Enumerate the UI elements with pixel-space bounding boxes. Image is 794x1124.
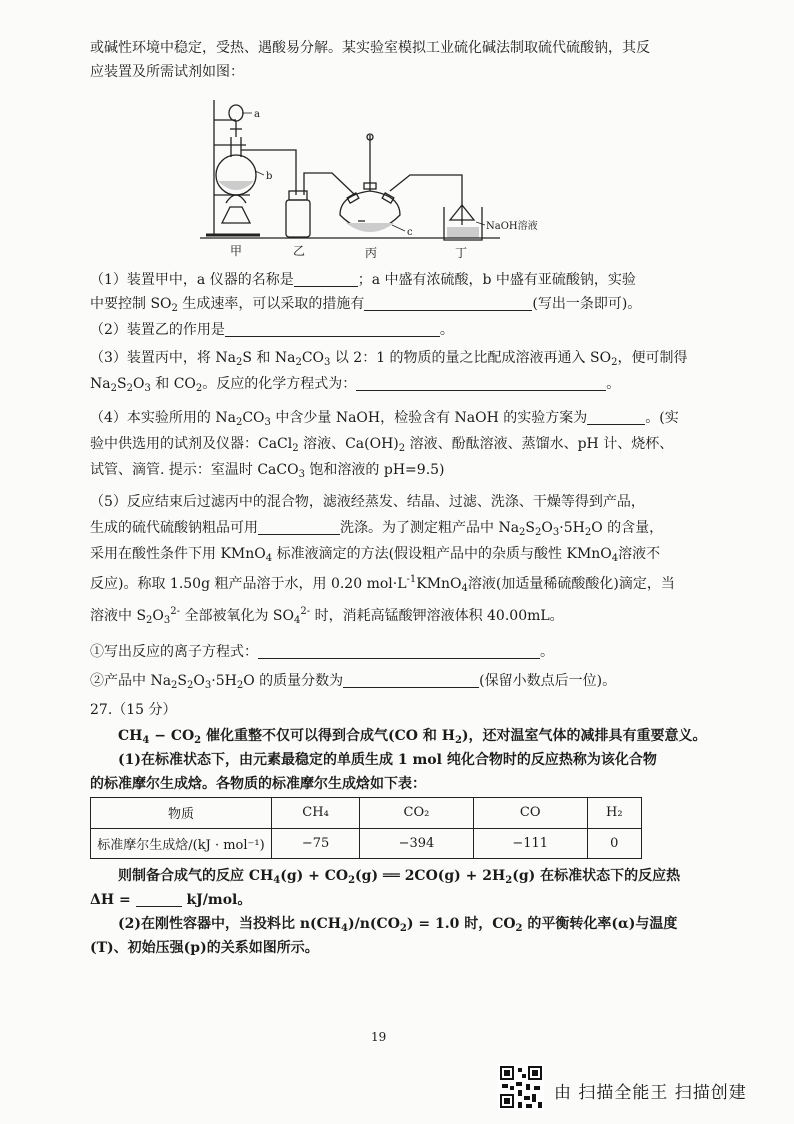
intro-line-2: 应装置及所需试剂如图： <box>90 64 244 80</box>
q5-line-4: 反应)。称取 1.50g 粗产品溶于水，用 0.20 $mol\cdot L^{-1}KMnO_4$溶液(加适量稀硫酸酸化)滴定，当 <box>90 574 675 594</box>
q5-sub-1: ①写出反应的离子方程式： 。 <box>90 644 554 660</box>
q27-line-4: 则制备合成气的反应 $CH_4(g) + CO_2(g)$ ══ $2CO(g) + 2H_2(g)$ 在标准状态下的反应热 <box>118 868 681 886</box>
q4-line-2: 验中供选用的试剂及仪器：CaCl$_2$ 溶液、$Ca(OH)_2$ 溶液、酚酞溶液、蒸馏水、pH 计、烧杯、 <box>90 436 674 454</box>
table-cell: −111 <box>473 828 587 859</box>
table-cell: CH₄ <box>272 798 360 829</box>
label-c: c <box>407 227 413 238</box>
q4-line-3: 试管、滴管. 提示：室温时 CaCO$_3$ 饱和溶液的 pH=9.5) <box>90 462 445 480</box>
enthalpy-table <box>90 797 642 859</box>
q5-line-5: 溶液中 $S_2O_3^{2-}$ 全部被氧化为 $SO_4^{2-}$ 时，消耗高锰酸钾溶液体积 40.00mL。 <box>90 606 564 626</box>
label-ding: 丁 <box>455 246 468 260</box>
q1-line-2: 中要控制 $SO_2$ 生成速率，可以采取的措施有 (写出一条即可)。 <box>90 296 642 314</box>
q1-line-1: （1）装置甲中，a 仪器的名称是 ；a 中盛有浓硫酸，b 中盛有亚硫酸钠，实验 <box>90 272 636 288</box>
qr-code-icon[interactable] <box>498 1064 544 1110</box>
scan-watermark: 由 扫描全能王 扫描创建 <box>554 1083 747 1103</box>
q27-line-2: (1)在标准状态下，由元素最稳定的单质生成 1 mol 纯化合物时的反应热称为该化合物 <box>118 752 657 768</box>
table-header-label: 物质 <box>91 798 272 829</box>
label-jia: 甲 <box>230 244 243 258</box>
table-cell: −394 <box>360 828 474 859</box>
q27-line-7: (T)、初始压强(p)的关系如图所示。 <box>90 940 319 956</box>
apparatus-jia <box>206 100 296 235</box>
q27-line-1: $CH_4 - CO_2$ 催化重整不仅可以得到合成气(CO 和 $H_2$)，还对温室气体的减排具有重要意义。 <box>118 728 707 746</box>
table-row-label: 标准摩尔生成焓/(kJ · mol⁻¹) <box>91 828 272 859</box>
label-b: b <box>266 171 273 182</box>
q3-line-2: $Na_2S_2O_3$ 和 $CO_2$。反应的化学方程式为： 。 <box>90 376 621 394</box>
q4-line-1: （4）本实验所用的 $Na_2CO_3$ 中含少量 NaOH，检验含有 NaOH 的实验方案为 。(实 <box>90 410 679 428</box>
table-cell: −75 <box>272 828 360 859</box>
page-number: 19 <box>371 1030 387 1044</box>
q27-line-3: 的标准摩尔生成焓。各物质的标准摩尔生成焓如下表： <box>90 776 426 792</box>
q5-line-3: 采用在酸性条件下用 KMnO$_4$ 标准液滴定的方法(假设粗产品中的杂质与酸性 KMnO$_4$溶液不 <box>90 546 661 564</box>
q27-line-5: ΔH = kJ/mol。 <box>90 892 252 908</box>
q3-line-1: （3）装置丙中，将 $Na_2S$ 和 $Na_2CO_3$ 以 2：1 的物质的量之比配成溶液再通入 $SO_2$，便可制得 <box>90 350 688 368</box>
q27-line-6: (2)在刚性容器中，当投料比 $n(CH_4)/n(CO_2) = 1.0$ 时，$CO_2$ 的平衡转化率(α)与温度 <box>118 916 678 934</box>
table-cell: H₂ <box>587 798 641 829</box>
intro-line-1: 或碱性环境中稳定，受热、遇酸易分解。某实验室模拟工业硫化碱法制取硫代硫酸钠，其反 <box>90 40 650 56</box>
label-a: a <box>254 109 260 120</box>
q5-sub-2: ②产品中 $Na_2S_2O_3\cdot 5H_2O$ 的质量分数为 (保留小数点后一位)。 <box>90 673 617 691</box>
label-bing: 丙 <box>365 246 378 260</box>
table-row <box>91 828 642 859</box>
label-yi: 乙 <box>293 244 306 258</box>
table-cell: CO <box>473 798 587 829</box>
table-cell: CO₂ <box>360 798 474 829</box>
q5-line-1: （5）反应结束后过滤丙中的混合物，滤液经蒸发、结晶、过滤、洗涤、干燥等得到产品， <box>90 494 645 510</box>
q5-line-2: 生成的硫代硫酸钠粗品可用 洗涤。为了测定粗产品中 $Na_2S_2O_3\cdot 5H_2O$ 的含量， <box>90 520 664 538</box>
q27-heading: 27.（15 分） <box>90 702 177 718</box>
q2-line: （2）装置乙的作用是 。 <box>90 322 454 338</box>
table-cell: 0 <box>587 828 641 859</box>
label-naoh: NaOH溶液 <box>486 221 538 232</box>
table-row <box>91 798 642 829</box>
apparatus-figure <box>200 95 540 270</box>
